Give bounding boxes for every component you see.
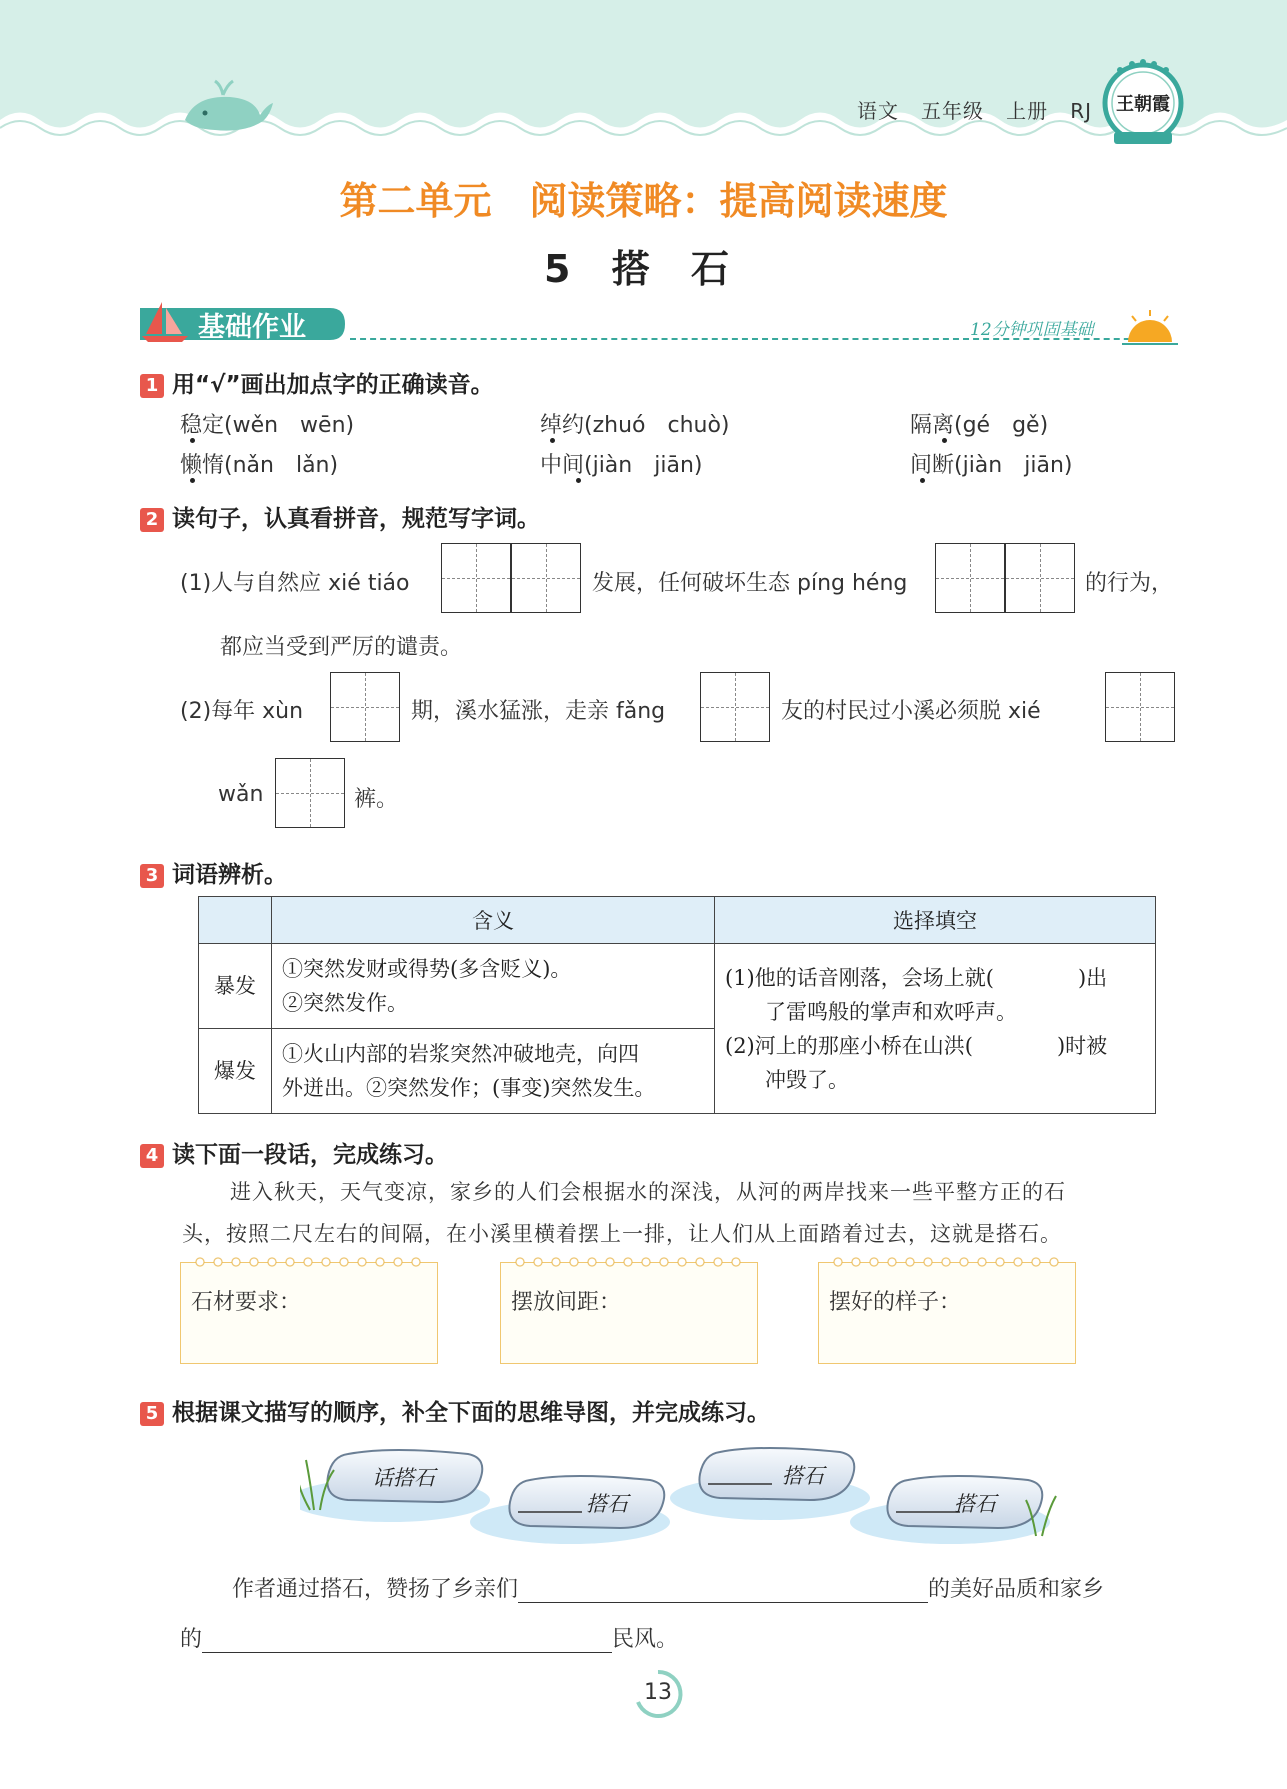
- q5-line1-b: 的美好品质和家乡: [928, 1577, 1105, 1602]
- q1-item: 绰约(zhuó chuò): [540, 413, 730, 438]
- q5-conclusion-line: [232, 1572, 1104, 1603]
- q2-prompt: [140, 500, 540, 533]
- stone-label: 搭石: [586, 1492, 628, 1516]
- emphasis-dot: [576, 478, 581, 483]
- choice-line: (2)河上的那座小桥在山洪( )时被: [725, 1033, 1108, 1058]
- card-label: 石材要求：: [191, 1290, 302, 1315]
- choice-line: (1)他的话音刚落，会场上就( )出: [725, 965, 1108, 990]
- writing-box[interactable]: [1005, 543, 1075, 613]
- note-card[interactable]: [500, 1262, 758, 1364]
- stone-3: [699, 1448, 854, 1500]
- q1-item: 间断(jiàn jiān): [910, 453, 1073, 478]
- writing-box[interactable]: [1105, 672, 1175, 742]
- grade-label: 五年级: [921, 99, 985, 123]
- stepping-stones-mindmap: [300, 1440, 1060, 1560]
- choice-line: 冲毁了。: [765, 1067, 849, 1092]
- card-label: 摆好的样子：: [829, 1290, 962, 1315]
- q2-s1-a: (1)人与自然应 xié tiáo: [180, 571, 410, 596]
- note-card[interactable]: [180, 1262, 438, 1364]
- q3-number: 3: [140, 864, 164, 888]
- word-cell: 爆发: [199, 1029, 272, 1114]
- sun-icon: [1120, 308, 1180, 348]
- emphasis-dot: [920, 478, 925, 483]
- q1-item: 隔离(gé gě): [910, 413, 1049, 438]
- q2-s2-d: wǎn: [218, 782, 264, 807]
- logo-text: 王朝霞: [1116, 94, 1170, 115]
- table-header-meaning: 含义: [272, 897, 715, 944]
- q4-paragraph-line: 进入秋天，天气变凉，家乡的人们会根据水的深浅，从河的两岸找来一些平整方正的石: [230, 1180, 1066, 1204]
- meaning-cell: [272, 944, 715, 1029]
- note-card[interactable]: [818, 1262, 1076, 1364]
- q5-line1-a: 作者通过搭石，赞扬了乡亲们: [232, 1577, 519, 1602]
- q2-s2-b: 期，溪水猛涨，走亲 fǎng: [411, 699, 666, 724]
- q2-s2-a: (2)每年 xùn: [180, 699, 304, 724]
- lesson-title: 5 搭 石: [544, 247, 743, 291]
- stone-label: 搭石: [954, 1492, 996, 1516]
- q1-item: 懒惰(nǎn lǎn): [180, 453, 339, 478]
- table-header-row: [199, 897, 1156, 944]
- table-header-choice: 选择填空: [715, 897, 1156, 944]
- writing-box[interactable]: [330, 672, 400, 742]
- q5-prompt: [140, 1394, 770, 1427]
- emphasis-dot: [942, 438, 947, 443]
- writing-box[interactable]: [935, 543, 1005, 613]
- header-info: [857, 95, 1092, 124]
- q5-conclusion-line: [180, 1622, 678, 1653]
- q1-number: 1: [140, 374, 164, 398]
- emphasis-dot: [550, 438, 555, 443]
- edition-label: RJ: [1070, 99, 1092, 123]
- meaning-line: ①火山内部的岩浆突然冲破地壳，向四: [282, 1042, 639, 1066]
- vocab-table: [198, 896, 1156, 1114]
- card-rings: [513, 1255, 745, 1269]
- card-rings: [831, 1255, 1063, 1269]
- q1-prompt: [140, 366, 494, 399]
- q4-text: 读下面一段话，完成练习。: [172, 1142, 448, 1168]
- q3-text: 词语辨析。: [172, 862, 287, 888]
- q1-item: 稳定(wěn wēn): [180, 413, 355, 438]
- q4-paragraph-line: 头，按照二尺左右的间隔，在小溪里横着摆上一排，让人们从上面踏着过去，这就是搭石。: [182, 1222, 1062, 1246]
- q4-number: 4: [140, 1144, 164, 1168]
- q3-prompt: [140, 856, 287, 889]
- q2-s1-b: 发展，任何破坏生态 píng héng: [592, 571, 908, 596]
- writing-box[interactable]: [441, 543, 511, 613]
- meaning-line: 外迸出。②突然发作；(事变)突然发生。: [282, 1076, 656, 1100]
- q2-number: 2: [140, 508, 164, 532]
- meaning-line: ②突然发作。: [282, 991, 408, 1015]
- answer-blank[interactable]: [202, 1626, 612, 1653]
- word-cell: 暴发: [199, 944, 272, 1029]
- emphasis-dot: [190, 478, 195, 483]
- answer-blank[interactable]: [518, 1576, 928, 1603]
- q2-s2-c: 友的村民过小溪必须脱 xié: [781, 699, 1041, 724]
- writing-box[interactable]: [511, 543, 581, 613]
- q5-line2-a: 的: [180, 1627, 203, 1652]
- q1-item: 中间(jiàn jiān): [540, 453, 703, 478]
- card-rings: [193, 1255, 425, 1269]
- writing-box[interactable]: [275, 758, 345, 828]
- q5-number: 5: [140, 1402, 164, 1426]
- q5-line2-b: 民风。: [612, 1627, 679, 1652]
- q2-s2-e: 裤。: [354, 787, 399, 812]
- table-header-empty: [199, 897, 272, 944]
- meaning-cell: [272, 1029, 715, 1114]
- q5-text: 根据课文描写的顺序，补全下面的思维导图，并完成练习。: [172, 1400, 770, 1426]
- q4-prompt: [140, 1136, 448, 1169]
- section-title: 基础作业: [198, 312, 306, 343]
- publisher-logo: [1100, 58, 1186, 148]
- q2-text: 读句子，认真看拼音，规范写字词。: [172, 506, 540, 532]
- subject-label: 语文: [856, 99, 899, 123]
- q2-s1-c: 的行为，: [1085, 571, 1174, 596]
- choice-cell: [715, 944, 1156, 1114]
- q1-text: 用“√”画出加点字的正确读音。: [172, 372, 494, 398]
- whale-icon: [175, 75, 275, 135]
- term-label: 上册: [1006, 99, 1049, 123]
- stone-label: 搭石: [782, 1464, 824, 1488]
- card-label: 摆放间距：: [511, 1290, 622, 1315]
- page-number: 13: [644, 1680, 672, 1705]
- writing-box[interactable]: [700, 672, 770, 742]
- q2-s1-d: 都应当受到严厉的谴责。: [220, 635, 463, 660]
- table-row: [199, 944, 1156, 1029]
- unit-title: 第二单元 阅读策略：提高阅读速度: [339, 179, 948, 223]
- meaning-line: ①突然发财或得势(多含贬义)。: [282, 957, 572, 981]
- choice-line: 了雷鸣般的掌声和欢呼声。: [765, 999, 1017, 1024]
- stone-label: 话搭石: [372, 1466, 435, 1490]
- emphasis-dot: [190, 438, 195, 443]
- time-note: 12分钟巩固基础: [970, 320, 1094, 340]
